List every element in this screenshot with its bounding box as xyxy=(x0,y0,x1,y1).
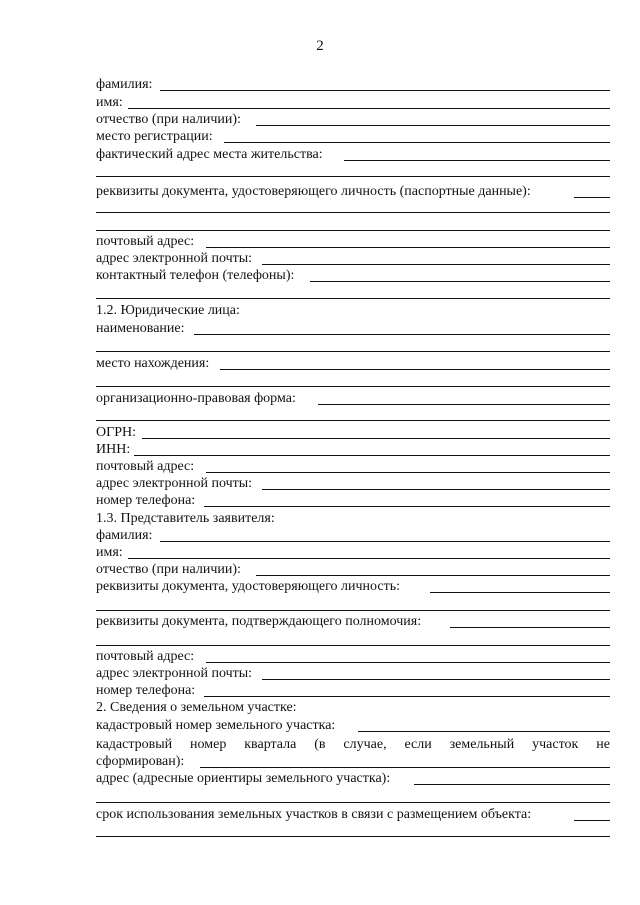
registration-field[interactable] xyxy=(96,128,610,145)
le-name-field[interactable] xyxy=(96,320,610,337)
phone-line[interactable] xyxy=(310,281,610,282)
id-document-line-2[interactable] xyxy=(96,212,610,213)
rep-authority-line-2[interactable] xyxy=(96,645,610,646)
phone-line-2[interactable] xyxy=(96,298,610,299)
page-number: 2 xyxy=(316,38,324,54)
rep-id-line[interactable] xyxy=(430,592,610,593)
actual-address-label: фактический адрес места жительства: xyxy=(96,147,323,162)
usage-term-field[interactable] xyxy=(96,806,610,823)
cadastral-number-field[interactable] xyxy=(96,717,610,734)
ogrn-line[interactable] xyxy=(142,438,610,439)
rep-authority-line[interactable] xyxy=(450,627,610,628)
ogrn-field[interactable] xyxy=(96,424,610,441)
inn-line[interactable] xyxy=(134,455,610,456)
rep-email-label: адрес электронной почты: xyxy=(96,666,253,681)
surname-label: фамилия: xyxy=(96,77,153,92)
le-legal-form-label: организационно-правовая форма: xyxy=(96,391,296,406)
legal-entities-heading: 1.2. Юридические лица: xyxy=(96,303,240,318)
id-document-line[interactable] xyxy=(574,197,610,198)
plot-address-label: адрес (адресные ориентиры земельного участка): xyxy=(96,771,391,786)
usage-term-line-2[interactable] xyxy=(96,836,610,837)
le-postal-field[interactable] xyxy=(96,458,610,475)
inn-field[interactable] xyxy=(96,441,610,458)
postal-address-field[interactable] xyxy=(96,233,610,250)
rep-name-label: имя: xyxy=(96,545,123,560)
rep-surname-label: фамилия: xyxy=(96,528,153,543)
surname-field[interactable] xyxy=(96,76,610,93)
ogrn-label: ОГРН: xyxy=(96,425,136,440)
representative-heading: 1.3. Представитель заявителя: xyxy=(96,511,275,526)
usage-term-line[interactable] xyxy=(574,820,610,821)
id-document-line-3[interactable] xyxy=(96,230,610,231)
cadastral-quarter-field[interactable] xyxy=(96,753,610,770)
le-legal-form-line-2[interactable] xyxy=(96,420,610,421)
email-line[interactable] xyxy=(262,264,610,265)
le-name-label: наименование: xyxy=(96,321,185,336)
le-name-line-2[interactable] xyxy=(96,351,610,352)
plot-address-field[interactable] xyxy=(96,770,610,787)
rep-phone-line[interactable] xyxy=(204,696,610,697)
rep-phone-field[interactable] xyxy=(96,682,610,699)
plot-address-line[interactable] xyxy=(414,784,610,785)
patronymic-field[interactable] xyxy=(96,111,610,128)
cadastral-number-label: кадастровый номер земельного участка: xyxy=(96,718,336,733)
le-location-label: место нахождения: xyxy=(96,356,210,371)
patronymic-line[interactable] xyxy=(256,125,610,126)
rep-email-field[interactable] xyxy=(96,665,610,682)
rep-authority-label: реквизиты документа, подтверждающего полномочия: xyxy=(96,614,422,629)
cadastral-quarter-line[interactable] xyxy=(200,767,610,768)
cadastral-quarter-label: сформирован): xyxy=(96,754,185,769)
registration-label: место регистрации: xyxy=(96,129,213,144)
email-label: адрес электронной почты: xyxy=(96,251,253,266)
rep-postal-line[interactable] xyxy=(206,662,610,663)
phone-label: контактный телефон (телефоны): xyxy=(96,268,295,283)
postal-address-label: почтовый адрес: xyxy=(96,234,195,249)
le-legal-form-field[interactable] xyxy=(96,390,610,407)
rep-id-line-2[interactable] xyxy=(96,610,610,611)
land-plot-heading: 2. Сведения о земельном участке: xyxy=(96,700,297,715)
rep-postal-label: почтовый адрес: xyxy=(96,649,195,664)
surname-line[interactable] xyxy=(160,90,610,91)
name-label: имя: xyxy=(96,95,123,110)
phone-field[interactable] xyxy=(96,267,610,284)
patronymic-label: отчество (при наличии): xyxy=(96,112,241,127)
inn-label: ИНН: xyxy=(96,442,131,457)
rep-id-field[interactable] xyxy=(96,578,610,595)
cadastral-quarter-line-1: кадастровый номер квартала (в случае, если земельный участок не xyxy=(96,737,610,752)
rep-email-line[interactable] xyxy=(262,679,610,680)
le-location-field[interactable] xyxy=(96,355,610,372)
le-phone-line[interactable] xyxy=(204,506,610,507)
le-postal-label: почтовый адрес: xyxy=(96,459,195,474)
rep-name-field[interactable] xyxy=(96,544,610,561)
le-location-line[interactable] xyxy=(220,369,610,370)
postal-address-line[interactable] xyxy=(206,247,610,248)
name-field[interactable] xyxy=(96,94,610,111)
rep-authority-field[interactable] xyxy=(96,613,610,630)
le-name-line[interactable] xyxy=(194,334,610,335)
actual-address-line[interactable] xyxy=(344,160,610,161)
le-legal-form-line[interactable] xyxy=(318,404,610,405)
id-document-label: реквизиты документа, удостоверяющего личность (паспортные данные): xyxy=(96,184,531,199)
rep-patronymic-label: отчество (при наличии): xyxy=(96,562,241,577)
le-phone-field[interactable] xyxy=(96,492,610,509)
name-line[interactable] xyxy=(128,108,610,109)
cadastral-quarter-text xyxy=(96,736,610,753)
registration-line[interactable] xyxy=(224,142,610,143)
le-phone-label: номер телефона: xyxy=(96,493,196,508)
le-location-line-2[interactable] xyxy=(96,386,610,387)
rep-patronymic-line[interactable] xyxy=(256,575,610,576)
id-document-field[interactable] xyxy=(96,183,610,200)
email-field[interactable] xyxy=(96,250,610,267)
le-email-field[interactable] xyxy=(96,475,610,492)
actual-address-line-2[interactable] xyxy=(96,176,610,177)
rep-name-line[interactable] xyxy=(128,558,610,559)
rep-surname-field[interactable] xyxy=(96,527,610,544)
usage-term-label: срок использования земельных участков в связи с размещением объекта: xyxy=(96,807,532,822)
rep-surname-line[interactable] xyxy=(160,541,610,542)
rep-patronymic-field[interactable] xyxy=(96,561,610,578)
rep-phone-label: номер телефона: xyxy=(96,683,196,698)
le-email-line[interactable] xyxy=(262,489,610,490)
le-postal-line[interactable] xyxy=(206,472,610,473)
le-email-label: адрес электронной почты: xyxy=(96,476,253,491)
rep-id-label: реквизиты документа, удостоверяющего личность: xyxy=(96,579,401,594)
actual-address-field[interactable] xyxy=(96,146,610,163)
plot-address-line-2[interactable] xyxy=(96,802,610,803)
rep-postal-field[interactable] xyxy=(96,648,610,665)
cadastral-number-line[interactable] xyxy=(358,731,610,732)
